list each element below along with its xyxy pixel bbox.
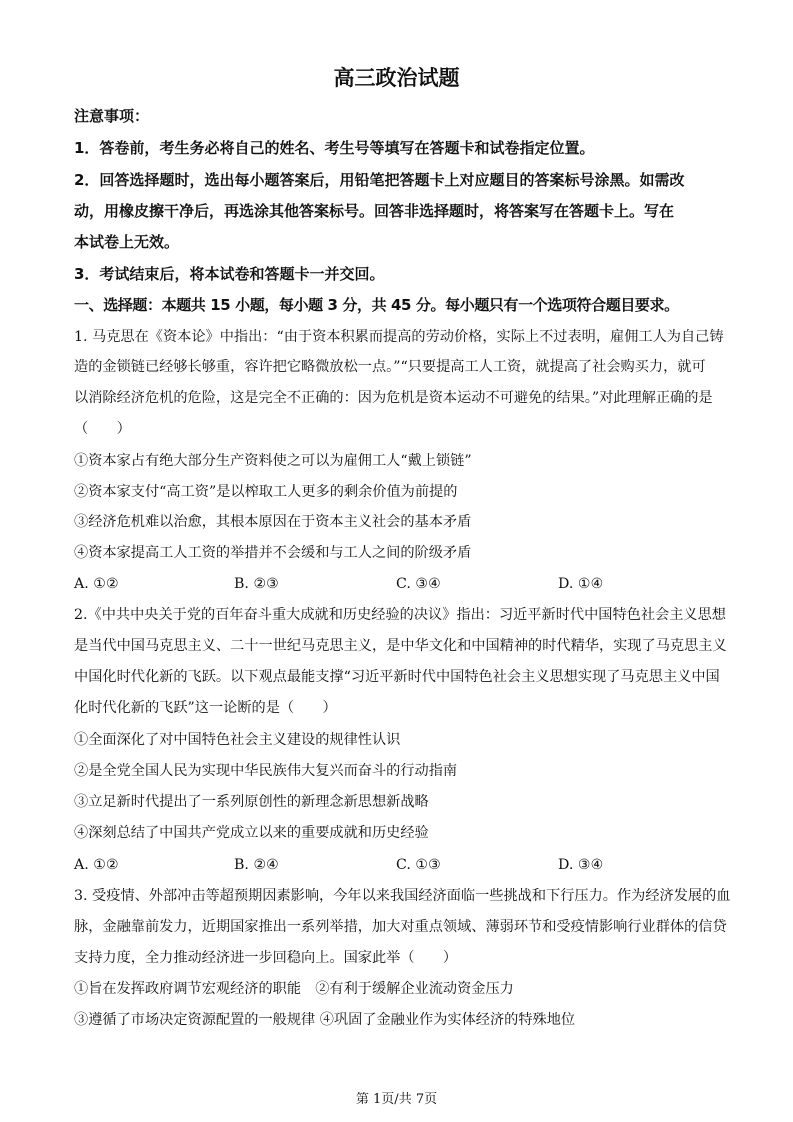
question-stem-line: 3. 受疫情、外部冲击等超预期因素影响，今年以来我国经济面临一些挑战和下行压力。作为经济发展的血 xyxy=(74,888,731,904)
question-statement: ①资本家占有绝大部分生产资料使之可以为雇佣工人“戴上锁链” xyxy=(74,453,472,469)
question-statement: ①旨在发挥政府调节宏观经济的职能 ②有利于缓解企业流动资金压力 xyxy=(74,981,514,997)
answer-option-c: C. ①③ xyxy=(396,857,441,873)
answer-option-c: C. ③④ xyxy=(396,576,441,592)
question-statement: ②是全党全国人民为实现中华民族伟大复兴而奋斗的行动指南 xyxy=(74,763,458,779)
answer-option-a: A. ①② xyxy=(74,576,119,592)
question-statement: ④资本家提高工人工资的举措并不会缓和与工人之间的阶级矛盾 xyxy=(74,545,472,561)
question-stem-line: 支持力度，全力推动经济进一步回稳向上。国家此举（ ） xyxy=(74,950,458,966)
notice-item: 2．回答选择题时，选出每小题答案后，用铅笔把答题卡上对应题目的答案标号涂黑。如需改 xyxy=(74,171,685,189)
question-statement: ②资本家支付“高工资”是以榨取工人更多的剩余价值为前提的 xyxy=(74,484,458,500)
question-stem-line: （ ） xyxy=(74,421,131,437)
notice-heading: 注意事项： xyxy=(74,107,150,125)
question-stem-line: 化时代化新的飞跃”这一论断的是（ ） xyxy=(74,700,337,716)
answer-option-d: D. ③④ xyxy=(558,857,604,873)
question-stem-line: 中国化时代化新的飞跃。以下观点最能支撑“习近平新时代中国特色社会主义思想实现了马克思主义中国 xyxy=(74,669,720,685)
question-statement: ④深刻总结了中国共产党成立以来的重要成就和历史经验 xyxy=(74,825,429,841)
question-stem-line: 2.《中共中央关于党的百年奋斗重大成就和历史经验的决议》指出：习近平新时代中国特色社会主义思想 xyxy=(74,607,726,623)
question-statement: ③遵循了市场决定资源配置的一般规律 ④巩固了金融业作为实体经济的特殊地位 xyxy=(74,1012,576,1028)
question-statement: ①全面深化了对中国特色社会主义建设的规律性认识 xyxy=(74,732,401,748)
question-stem-line: 以消除经济危机的危险，这是完全不正确的：因为危机是资本运动不可避免的结果。”对此理解正确的是 xyxy=(74,390,713,406)
page-footer: 第 1页/共 7页 xyxy=(355,1092,438,1107)
question-stem-line: 是当代中国马克思主义、二十一世纪马克思主义，是中华文化和中国精神的时代精华，实现了马克思主义 xyxy=(74,638,727,654)
notice-item: 3．考试结束后，将本试卷和答题卡一并交回。 xyxy=(74,265,385,283)
notice-item: 1．答卷前，考生务必将自己的姓名、考生号等填写在答题卡和试卷指定位置。 xyxy=(74,139,595,157)
answer-option-a: A. ①② xyxy=(74,857,119,873)
answer-option-b: B. ②③ xyxy=(234,576,279,592)
question-stem-line: 造的金锁链已经够长够重，容许把它略微放松一点。”“只要提高工人工资，就提高了社会购买力，就可 xyxy=(74,359,706,375)
answer-option-b: B. ②④ xyxy=(234,857,279,873)
notice-item: 本试卷上无效。 xyxy=(74,233,180,251)
question-stem-line: 1. 马克思在《资本论》中指出：“由于资本积累而提高的劳动价格，实际上不过表明，雇佣工人为自己铸 xyxy=(74,329,724,345)
answer-option-d: D. ①④ xyxy=(558,576,604,592)
page-title: 高三政治试题 xyxy=(333,66,460,90)
section-heading: 一、选择题：本题共 15 小题，每小题 3 分，共 45 分。每小题只有一个选项符合题目要求。 xyxy=(74,296,679,314)
question-statement: ③经济危机难以治愈，其根本原因在于资本主义社会的基本矛盾 xyxy=(74,514,472,530)
question-statement: ③立足新时代提出了一系列原创性的新理念新思想新战略 xyxy=(74,794,429,810)
question-stem-line: 脉，金融靠前发力，近期国家推出一系列举措，加大对重点领域、薄弱环节和受疫情影响行业群体的信贷 xyxy=(74,919,727,935)
notice-item: 动，用橡皮擦干净后，再选涂其他答案标号。回答非选择题时，将答案写在答题卡上。写在 xyxy=(74,202,675,220)
